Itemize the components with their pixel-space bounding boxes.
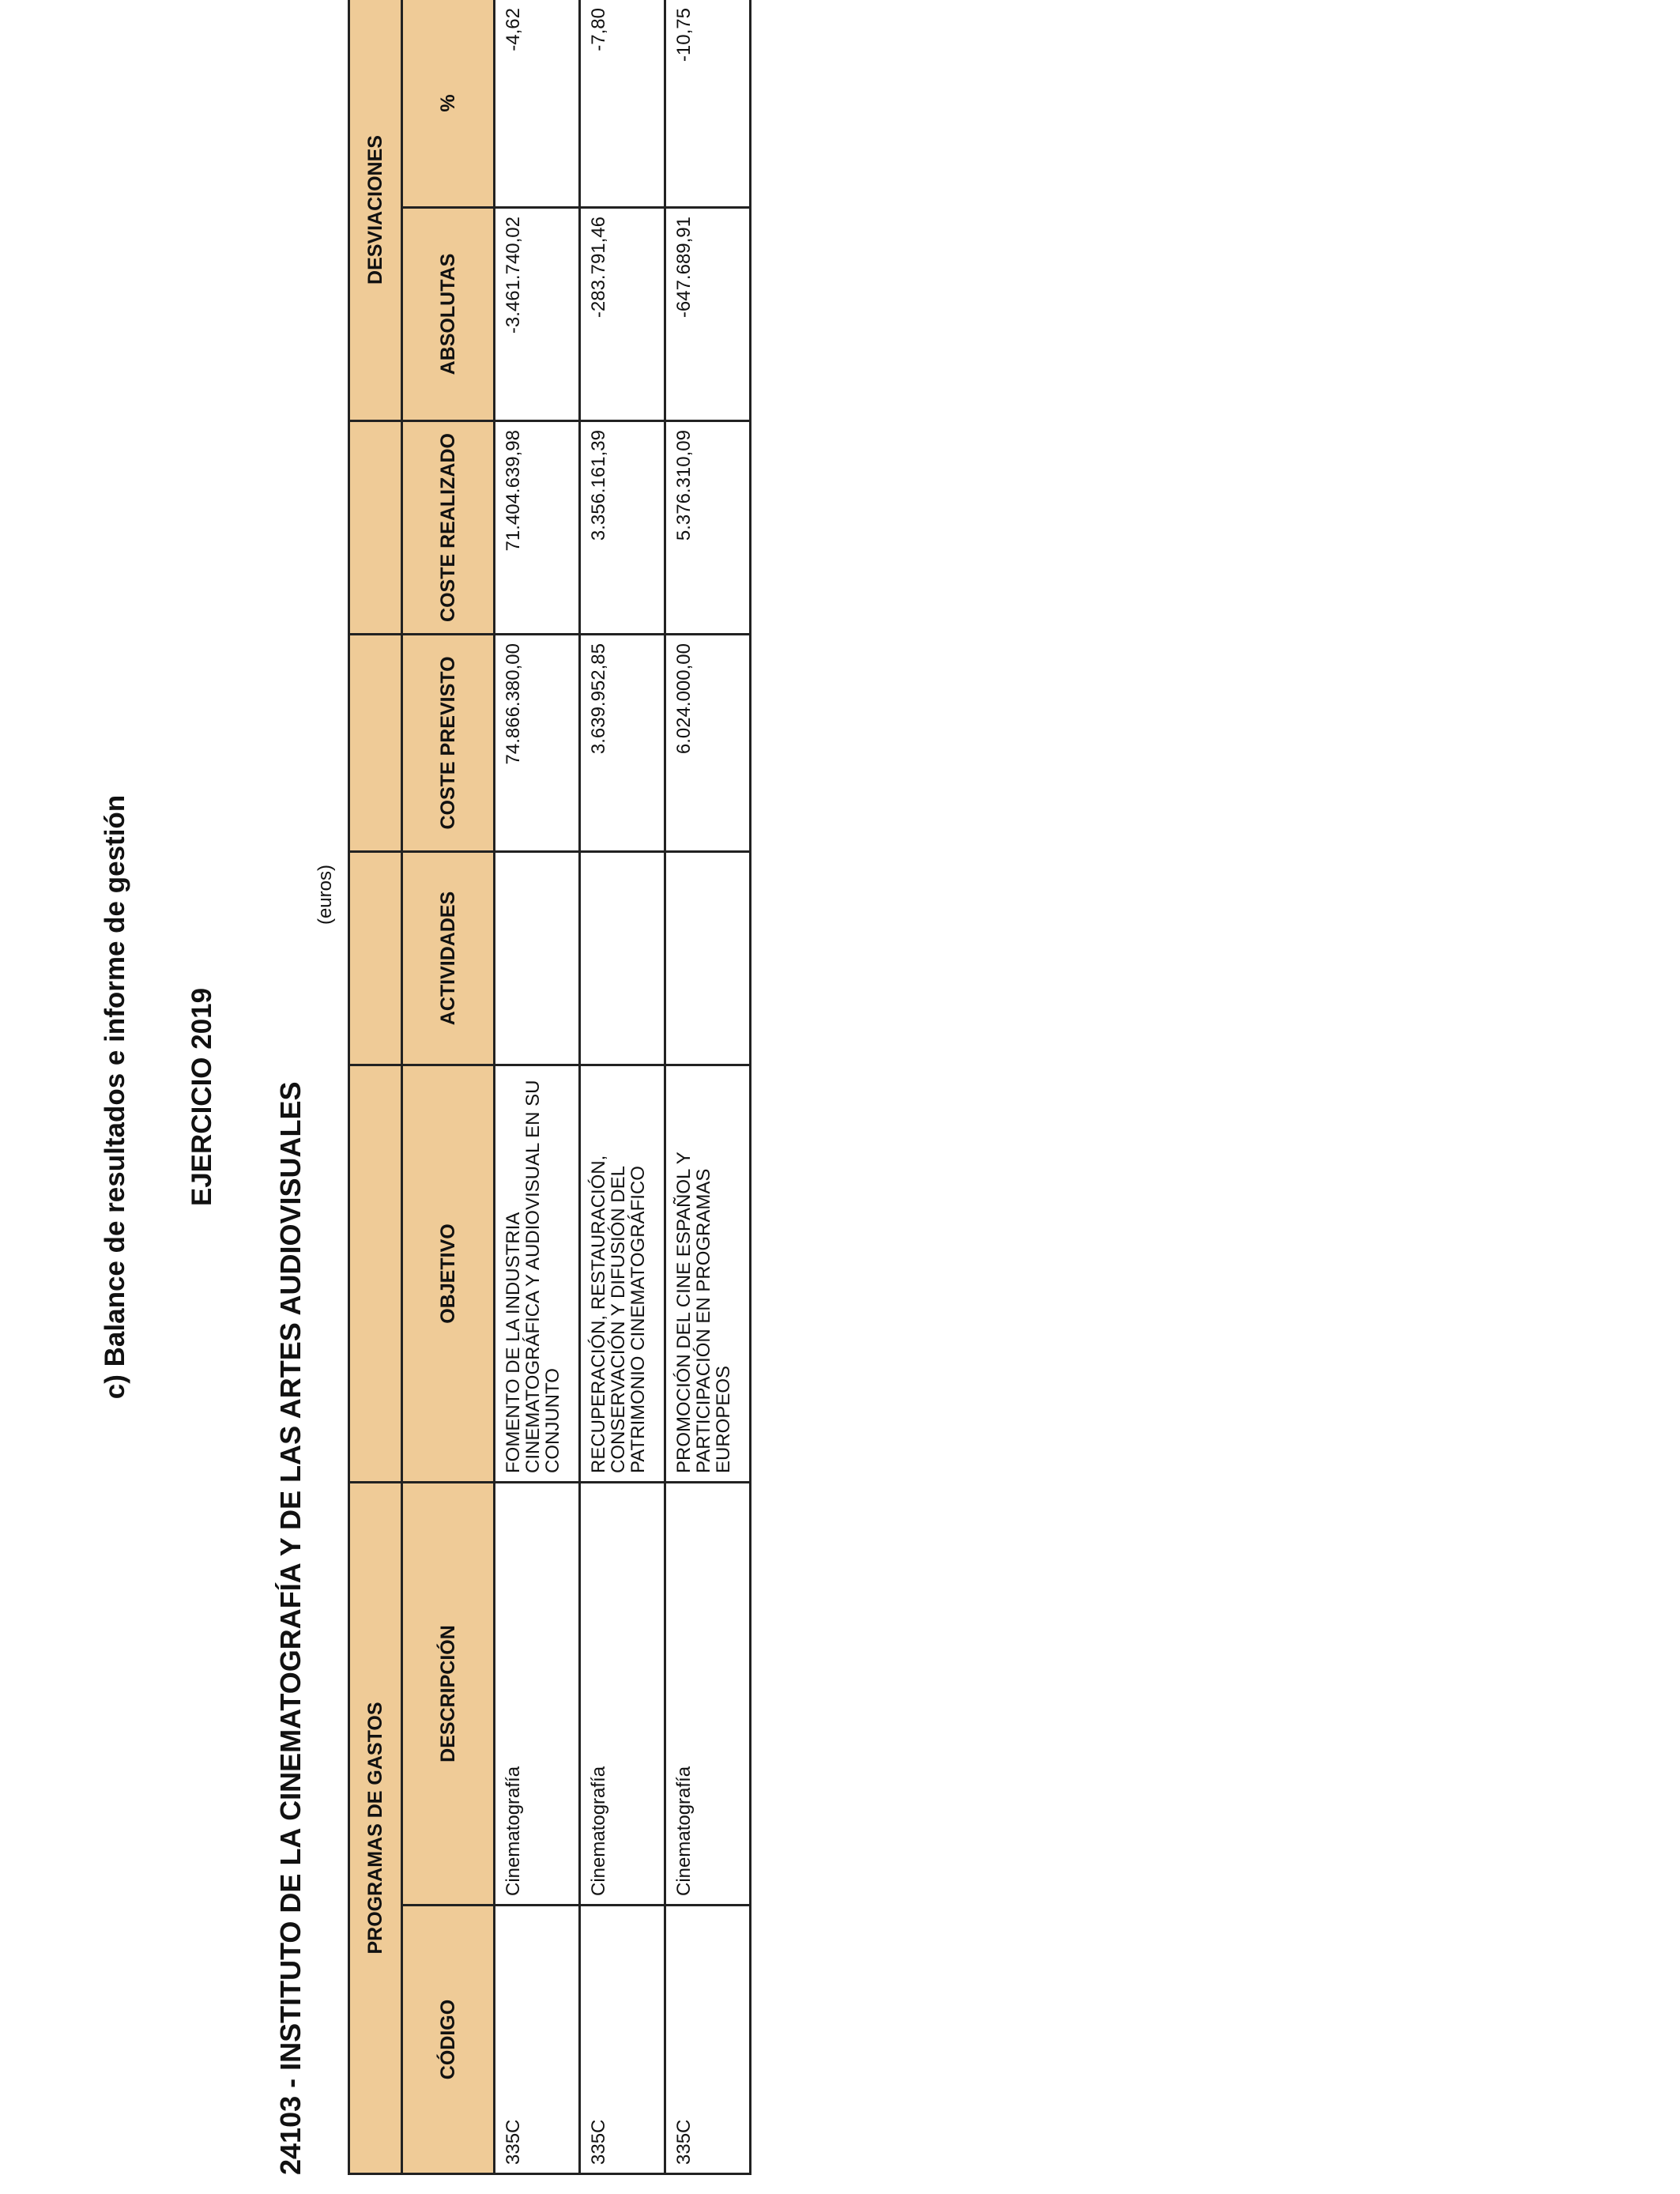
cell-objetivo: FOMENTO DE LA INDUSTRIA CINEMATOGRÁFICA Y AUDIOVISUAL EN SU CONJUNTO xyxy=(495,1065,580,1483)
column-header-actividades: ACTIVIDADES xyxy=(402,852,495,1065)
cell-coste-previsto: 74.866.380,00 xyxy=(495,635,580,852)
cell-actividades xyxy=(495,852,580,1065)
table-row xyxy=(580,0,665,2174)
results-balance-table xyxy=(348,0,751,2175)
column-header-descripcion: DESCRIPCIÓN xyxy=(402,1483,495,1906)
cell-coste-realizado: 5.376.310,09 xyxy=(665,421,751,635)
cell-coste-realizado: 71.404.639,98 xyxy=(495,421,580,635)
group-header-blank xyxy=(349,852,402,1065)
cell-codigo: 335C xyxy=(495,1906,580,2174)
entity-title: 24103 - INSTITUTO DE LA CINEMATOGRAFÍA Y DE LAS ARTES AUDIOVISUALES xyxy=(274,1081,307,2175)
group-header-blank xyxy=(349,1065,402,1483)
cell-codigo: 335C xyxy=(580,1906,665,2174)
group-header-programas: PROGRAMAS DE GASTOS xyxy=(349,1483,402,2174)
cell-descripcion: Cinematografía xyxy=(580,1483,665,1906)
cell-porcentaje: -4,62 xyxy=(495,0,580,208)
cell-descripcion: Cinematografía xyxy=(665,1483,751,1906)
column-header-coste-previsto: COSTE PREVISTO xyxy=(402,635,495,852)
group-header-desviaciones: DESVIACIONES xyxy=(349,0,402,421)
cell-descripcion: Cinematografía xyxy=(495,1483,580,1906)
cell-objetivo: RECUPERACIÓN, RESTAURACIÓN, CONSERVACIÓN Y DIFUSIÓN DEL PATRIMONIO CINEMATOGRÁFICO xyxy=(580,1065,665,1483)
table-row xyxy=(665,0,751,2174)
table-row xyxy=(495,0,580,2174)
cell-absolutas: -647.689,91 xyxy=(665,208,751,421)
column-header-objetivo: OBJETIVO xyxy=(402,1065,495,1483)
column-header-codigo: CÓDIGO xyxy=(402,1906,495,2174)
group-header-blank xyxy=(349,421,402,635)
cell-absolutas: -3.461.740,02 xyxy=(495,208,580,421)
cell-absolutas: -283.791,46 xyxy=(580,208,665,421)
cell-coste-previsto: 3.639.952,85 xyxy=(580,635,665,852)
cell-porcentaje: -7,80 xyxy=(580,0,665,208)
cell-coste-realizado: 3.356.161,39 xyxy=(580,421,665,635)
cell-actividades xyxy=(665,852,751,1065)
column-header-coste-realizado: COSTE REALIZADO xyxy=(402,421,495,635)
cell-objetivo: PROMOCIÓN DEL CINE ESPAÑOL Y PARTICIPACIÓN EN PROGRAMAS EUROPEOS xyxy=(665,1065,751,1483)
column-header-absolutas: ABSOLUTAS xyxy=(402,208,495,421)
column-header-porcentaje: % xyxy=(402,0,495,208)
cell-coste-previsto: 6.024.000,00 xyxy=(665,635,751,852)
page-subtitle: c) Balance de resultados e informe de gestión xyxy=(100,794,130,1400)
cell-actividades xyxy=(580,852,665,1065)
currency-unit-label: (euros) xyxy=(315,865,336,925)
group-header-blank xyxy=(349,635,402,852)
cell-porcentaje: -10,75 xyxy=(665,0,751,208)
cell-codigo: 335C xyxy=(665,1906,751,2174)
fiscal-year-title: EJERCICIO 2019 xyxy=(186,987,217,1207)
